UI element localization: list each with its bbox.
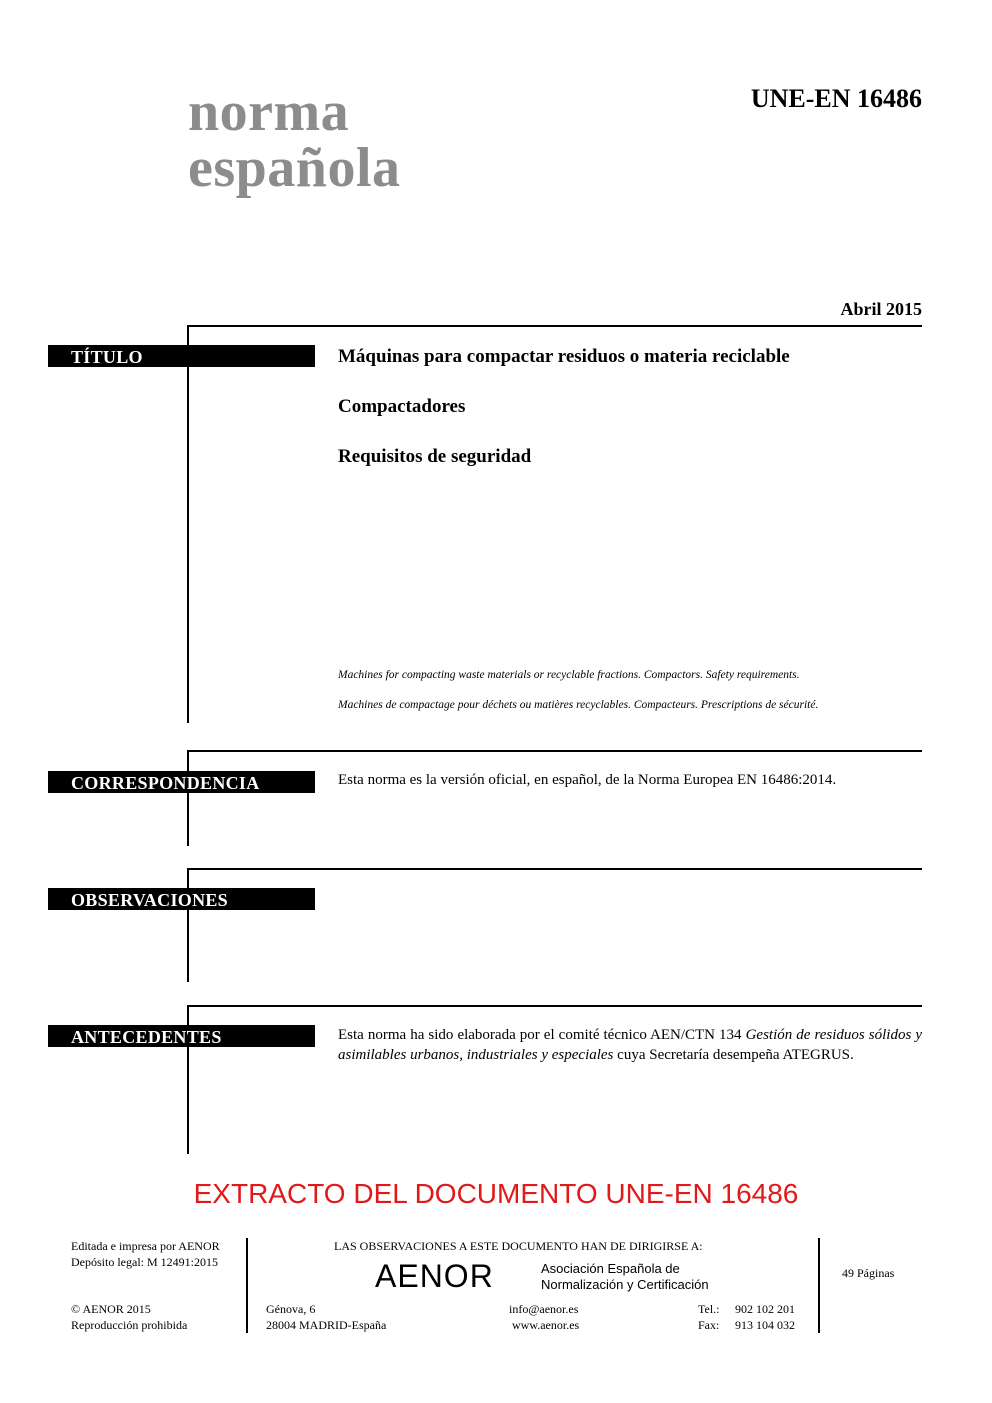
correspondencia-label: CORRESPONDENCIA [48, 771, 315, 793]
titulo-label: TÍTULO [48, 345, 315, 367]
aenor-logo: AENOR [375, 1258, 494, 1294]
correspondencia-vertical-rule [187, 750, 189, 846]
org-line-1: Asociación Española de [541, 1261, 680, 1276]
antecedentes-text-start: Esta norma ha sido elaborada por el comité técnico AEN/CTN 134 [338, 1027, 746, 1043]
title-spanish-1: Máquinas para compactar residuos o materia reciclable [338, 346, 790, 367]
correspondencia-top-rule [187, 750, 922, 752]
antecedentes-text [338, 1025, 922, 1065]
org-line-2: Normalización y Certificación [541, 1277, 709, 1292]
footer-address-1: Génova, 6 [266, 1302, 316, 1316]
footer-web[interactable]: www.aenor.es [512, 1318, 580, 1332]
footer-separator-right [818, 1238, 820, 1333]
observaciones-label: OBSERVACIONES [48, 888, 315, 910]
title-english: Machines for compacting waste materials or recyclable fractions. Compactors. Safety requirements. [338, 669, 800, 681]
title-french: Machines de compactage pour déchets ou matières recyclables. Compacteurs. Prescriptions de sécurité. [338, 699, 819, 711]
extract-watermark: EXTRACTO DEL DOCUMENTO UNE-EN 16486 [193, 1178, 799, 1209]
footer-tel-label: Tel.: [698, 1302, 720, 1316]
titulo-vertical-rule [187, 325, 189, 723]
footer-fax-label: Fax: [698, 1318, 720, 1332]
footer-observations-header: LAS OBSERVACIONES A ESTE DOCUMENTO HAN DE DIRIGIRSE A: [334, 1239, 703, 1253]
footer-edited: Editada e impresa por AENOR [71, 1239, 220, 1253]
committee-name: Gestión de residuos sólidos y asimilables urbanos, industriales y especiales [338, 1027, 922, 1063]
footer-address-2: 28004 MADRID-España [266, 1318, 387, 1332]
title-line-1: norma [188, 81, 350, 143]
correspondencia-text: Esta norma es la versión oficial, en español, de la Norma Europea EN 16486:2014. [338, 772, 837, 788]
publication-date: Abril 2015 [840, 299, 922, 319]
antecedentes-text-end: cuya Secretaría desempeña ATEGRUS. [613, 1047, 854, 1063]
antecedentes-label: ANTECEDENTES [48, 1025, 315, 1047]
observaciones-vertical-rule [187, 868, 189, 982]
footer-pages: 49 Páginas [842, 1266, 895, 1280]
title-spanish-2: Compactadores [338, 396, 466, 417]
aenor-organization-name [541, 1261, 709, 1293]
titulo-top-rule [187, 325, 922, 327]
footer-deposit: Depósito legal: M 12491:2015 [71, 1255, 218, 1269]
footer-tel: 902 102 201 [735, 1302, 795, 1316]
title-spanish-3: Requisitos de seguridad [338, 446, 532, 467]
antecedentes-top-rule [187, 1005, 922, 1007]
footer-fax: 913 104 032 [735, 1318, 795, 1332]
norma-espanola-title [188, 81, 401, 199]
observaciones-top-rule [187, 868, 922, 870]
footer-reproduction: Reproducción prohibida [71, 1318, 188, 1332]
footer-copyright: © AENOR 2015 [71, 1302, 151, 1316]
title-line-2: española [188, 137, 401, 199]
footer-separator-left [246, 1238, 248, 1333]
standard-code: UNE-EN 16486 [750, 84, 922, 113]
footer-email[interactable]: info@aenor.es [509, 1302, 579, 1316]
